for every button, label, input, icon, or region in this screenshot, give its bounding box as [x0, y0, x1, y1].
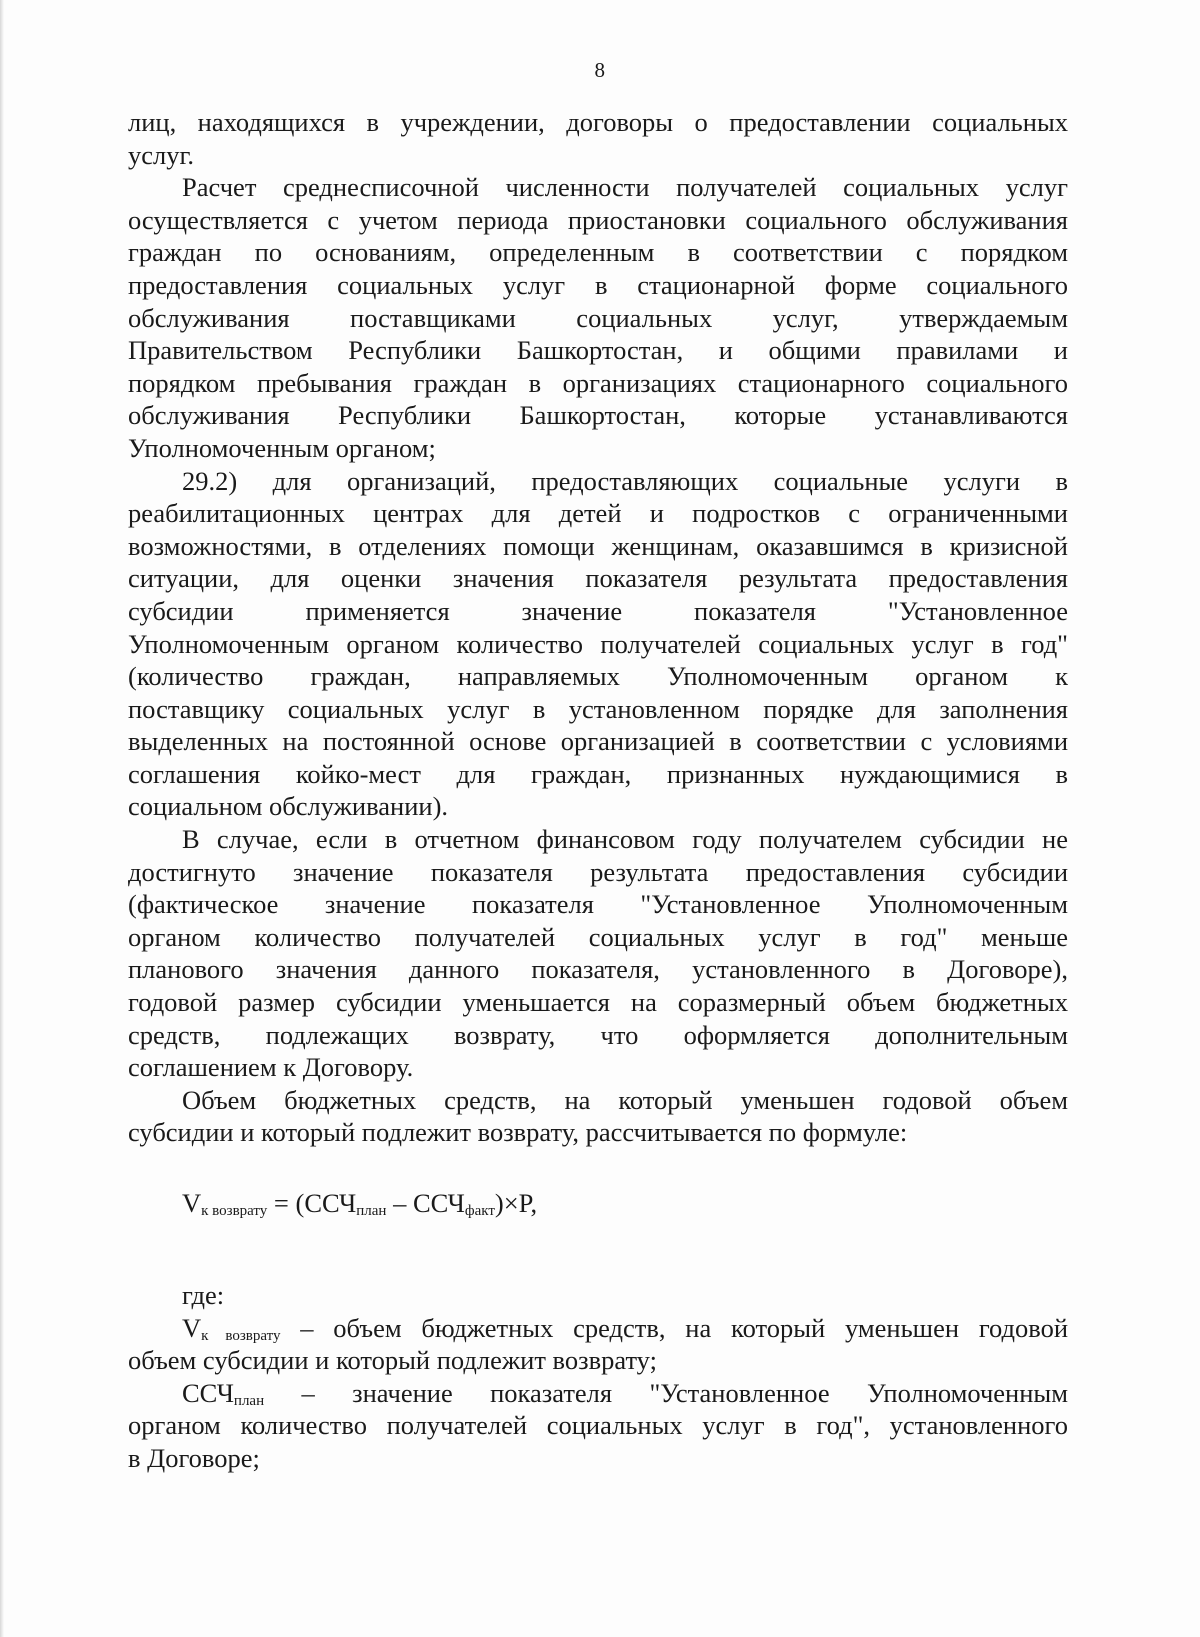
scan-edge-shadow [0, 0, 4, 1637]
text-line: планового значения данного показателя, установленного в Договоре), [128, 954, 1068, 985]
text-line: годовой размер субсидии уменьшается на соразмерный объем бюджетных [128, 987, 1068, 1018]
text-line: обслуживания поставщиками социальных услуг, утверждаемым [128, 302, 1068, 333]
text-line: (фактическое значение показателя "Установленное Уполномоченным [128, 889, 1068, 920]
text-line: В случае, если в отчетном финансовом году получателем субсидии не [182, 824, 1068, 855]
formula-minus: – ССЧ [386, 1188, 465, 1218]
text-line: органом количество получателей социальных услуг в год" меньше [128, 921, 1068, 952]
def-ssch-text: – значение показателя "Установленное Уполномоченным [264, 1377, 1068, 1408]
definition-v [128, 1312, 1068, 1345]
def-v-symbol: V [182, 1312, 202, 1343]
text-line: обслуживания Республики Башкортостан, которые устанавливаются [128, 400, 1068, 431]
text-line: осуществляется с учетом периода приостановки социального обслуживания [128, 204, 1068, 235]
text-line: возможностями, в отделениях помощи женщинам, оказавшимся в кризисной [128, 530, 1068, 561]
text-line: Уполномоченным органом количество получателей социальных услуг в год" [128, 628, 1068, 659]
formula-tail: )×P, [494, 1188, 538, 1218]
text-line: соглашением к Договору. [128, 1052, 414, 1083]
text-line: социальном обслуживании). [128, 791, 449, 822]
text-line: поставщику социальных услуг в установленном порядке для заполнения [128, 693, 1068, 724]
text-line: объем субсидии и который подлежит возврату; [128, 1345, 657, 1376]
text-line: в Договоре; [128, 1442, 260, 1473]
text-line: Объем бюджетных средств, на который уменьшен годовой объем [182, 1084, 1068, 1115]
text-line: достигнуто значение показателя результата предоставления субсидии [128, 856, 1068, 887]
text-line: Расчет среднесписочной численности получателей социальных услуг [182, 172, 1068, 203]
def-v-subscript: к возврату [201, 1327, 281, 1344]
text-line: ситуации, для оценки значения показателя результата предоставления [128, 563, 1068, 594]
where-label: где: [182, 1280, 225, 1310]
text-line: граждан по основаниям, определенным в соответствии с порядком [128, 237, 1068, 268]
text-line: (количество граждан, направляемых Уполномоченным органом к [128, 661, 1068, 692]
def-v-text: – объем бюджетных средств, на который уменьшен годовой [280, 1312, 1069, 1343]
text-line: порядком пребывания граждан в организациях стационарного социального [128, 367, 1068, 398]
text-line: услуг. [128, 139, 194, 170]
spacer [128, 1221, 1068, 1259]
formula-plan-subscript: план [356, 1203, 387, 1219]
text-line: субсидии и который подлежит возврату, рассчитывается по формуле: [128, 1117, 908, 1148]
text-line: выделенных на постоянной основе организацией в соответствии с условиями [128, 726, 1068, 757]
formula [128, 1187, 1068, 1221]
spacer [128, 1149, 1068, 1187]
definition-ssch-plan [128, 1377, 1068, 1410]
document-body [128, 106, 1068, 1475]
formula-v-subscript: к возврату [201, 1203, 268, 1219]
text-line: средств, подлежащих возврату, что оформляется дополнительным [128, 1019, 1068, 1050]
text-line: субсидии применяется значение показателя "Установленное [128, 595, 1068, 626]
text-line: лиц, находящихся в учреждении, договоры о предоставлении социальных [128, 107, 1068, 137]
spacer [128, 1259, 1068, 1279]
text-line: предоставления социальных услуг в стационарной форме социального [128, 269, 1068, 300]
page-number: 8 [594, 58, 606, 82]
text-line: Правительством Республики Башкортостан, и общими правилами и [128, 335, 1068, 366]
text-line: Уполномоченным органом; [128, 432, 436, 463]
def-ssch-subscript: план [233, 1392, 265, 1409]
formula-v: V [182, 1188, 202, 1218]
def-ssch-symbol: ССЧ [182, 1377, 234, 1408]
text-line: 29.2) для организаций, предоставляющих социальные услуги в [182, 465, 1068, 496]
text-line: соглашения койко-мест для граждан, признанных нуждающимися в [128, 758, 1068, 789]
text-line: реабилитационных центрах для детей и подростков с ограниченными [128, 498, 1068, 529]
formula-fact-subscript: факт [464, 1203, 495, 1219]
text-line: органом количество получателей социальных услуг в год", установленного [128, 1410, 1068, 1441]
formula-equals-open: = (ССЧ [267, 1188, 357, 1218]
